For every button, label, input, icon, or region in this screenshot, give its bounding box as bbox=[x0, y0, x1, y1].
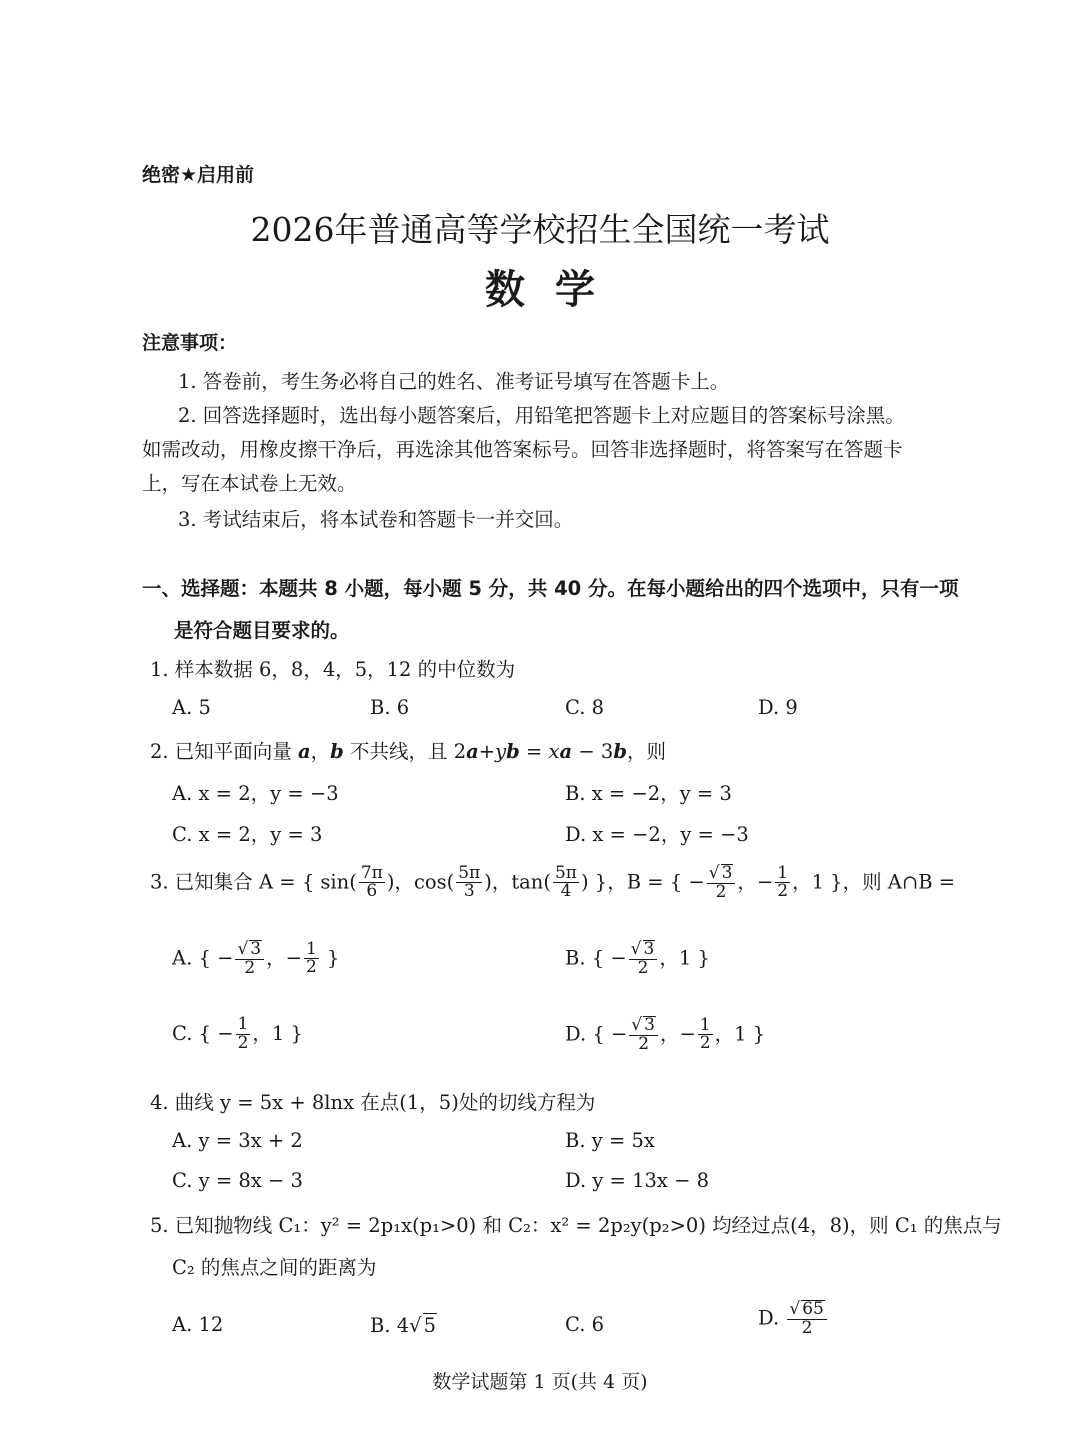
exam-title: 2026年普通高等学校招生全国统一考试 bbox=[250, 210, 830, 249]
question-2-option-c: C. x = 2，y = 3 bbox=[172, 823, 323, 846]
question-1-option-b: B. 6 bbox=[370, 696, 410, 719]
question-3-option-b: B. { − $\frac{√ 3}{2}$ ，1 } bbox=[565, 939, 710, 978]
question-5-option-c: C. 6 bbox=[565, 1313, 605, 1336]
question-3-option-c: C. { − $\frac{1}{2}$ ，1 } bbox=[172, 1014, 303, 1053]
notice-heading: 注意事项： bbox=[142, 332, 238, 354]
question-5-stem-line-1: 5. 已知抛物线 C₁：y² = 2p₁x(p₁>0) 和 C₂：x² = 2p₂y(p₂>0) 均经过点(4，8)，则 C₁ 的焦点与 bbox=[150, 1214, 1002, 1237]
notice-item-2-line-3: 上，写在本试卷上无效。 bbox=[142, 472, 357, 495]
notice-item-3: 3. 考试结束后，将本试卷和答题卡一并交回。 bbox=[178, 508, 574, 531]
subject-title: 数学 bbox=[485, 266, 625, 313]
question-1-option-a: A. 5 bbox=[172, 696, 211, 719]
question-3-stem: 3. 已知集合 A = { sin( $\frac{7\pi}{6}$ )，cos( $\frac{5\pi}{3}$ )，tan( $\frac{5\pi}{4}$ ) }，B = { − $\frac{√ 3}{2}$ ，− $\frac{1}{2}$ ，1 }，则 A∩B = bbox=[150, 862, 956, 902]
question-3-option-a: A. { − $\frac{√ 3}{2}$ ，− $\frac{1}{2}$ } bbox=[172, 938, 340, 978]
question-2-stem: 2. 已知平面向量 a，b 不共线，且 2a+yb = xa − 3b，则 bbox=[150, 740, 666, 763]
question-4-stem: 4. 曲线 y = 5x + 8lnx 在点(1，5)处的切线方程为 bbox=[150, 1091, 596, 1114]
page-footer: 数学试题第 1 页(共 4 页) bbox=[432, 1371, 648, 1393]
question-5-option-b: B. 4√ 5 bbox=[370, 1314, 436, 1337]
question-1-option-c: C. 8 bbox=[565, 696, 605, 719]
question-4-option-b: B. y = 5x bbox=[565, 1129, 655, 1152]
question-2-option-a: A. x = 2，y = −3 bbox=[172, 782, 339, 805]
question-4-option-c: C. y = 8x − 3 bbox=[172, 1169, 303, 1192]
question-1-stem: 1. 样本数据 6，8，4，5，12 的中位数为 bbox=[150, 658, 516, 681]
question-5-stem-line-2: C₂ 的焦点之间的距离为 bbox=[172, 1256, 377, 1279]
section-heading-line-2: 是符合题目要求的。 bbox=[174, 619, 350, 642]
question-3-option-d: D. { − $\frac{√ 3}{2}$ ，− $\frac{1}{2}$ ，1 } bbox=[565, 1014, 766, 1054]
question-1-option-d: D. 9 bbox=[758, 696, 798, 719]
notice-item-2-line-2: 如需改动，用橡皮擦干净后，再选涂其他答案标号。回答非选择题时，将答案写在答题卡 bbox=[142, 438, 903, 461]
question-2-option-d: D. x = −2，y = −3 bbox=[565, 823, 749, 846]
section-heading-line-1: 一、选择题：本题共 8 小题，每小题 5 分，共 40 分。在每小题给出的四个选项中，只有一项 bbox=[142, 577, 959, 600]
question-4-option-d: D. y = 13x − 8 bbox=[565, 1169, 710, 1192]
question-4-option-a: A. y = 3x + 2 bbox=[172, 1129, 303, 1152]
notice-item-1: 1. 答卷前，考生务必将自己的姓名、准考证号填写在答题卡上。 bbox=[178, 370, 730, 393]
question-5-option-a: A. 12 bbox=[172, 1313, 224, 1336]
confidential-label: 绝密★启用前 bbox=[142, 164, 255, 186]
question-2-option-b: B. x = −2，y = 3 bbox=[565, 782, 732, 805]
question-5-option-d: D. $\frac{√ 65}{2}$ bbox=[758, 1300, 829, 1338]
notice-item-2-line-1: 2. 回答选择题时，选出每小题答案后，用铅笔把答题卡上对应题目的答案标号涂黑。 bbox=[178, 404, 905, 427]
